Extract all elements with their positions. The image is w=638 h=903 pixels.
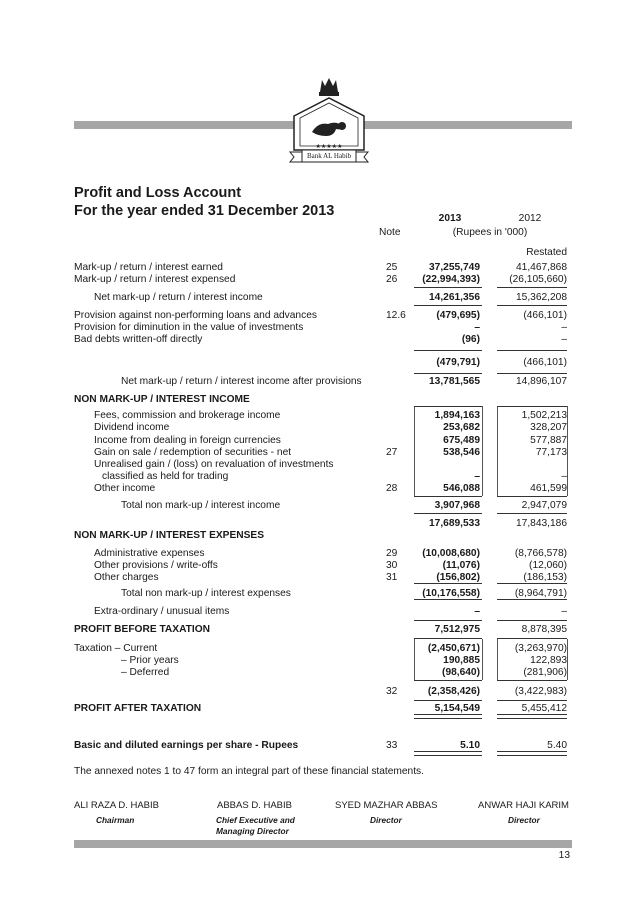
row-label: PROFIT BEFORE TAXATION <box>74 624 211 635</box>
signatory-name: ANWAR HAJI KARIM <box>478 800 569 811</box>
rule <box>497 599 567 600</box>
rule <box>497 620 567 621</box>
rule <box>414 496 482 497</box>
box-left <box>414 406 415 496</box>
row-value-2012: 328,207 <box>530 422 567 433</box>
row-value-2012: 8,878,395 <box>521 624 567 635</box>
rule <box>497 638 567 639</box>
row-value-2012: 1,502,213 <box>521 410 567 421</box>
double-rule <box>414 751 482 756</box>
row-label: Total non mark-up / interest income <box>121 500 281 511</box>
row-note: 27 <box>386 447 398 458</box>
double-rule <box>414 714 482 719</box>
rule <box>414 305 482 306</box>
rule <box>414 513 482 514</box>
row-note: 25 <box>386 262 398 273</box>
row-label: Mark-up / return / interest expensed <box>74 274 236 285</box>
page-title: Profit and Loss Account <box>74 185 242 201</box>
rule <box>414 373 482 374</box>
rule <box>497 513 567 514</box>
page-number: 13 <box>558 850 570 861</box>
row-label: Net mark-up / return / interest income <box>94 292 263 303</box>
row-value-2013: (11,076) <box>442 560 480 571</box>
row-label: Net mark-up / return / interest income after provisions <box>121 376 362 387</box>
row-value-2013: (22,994,393) <box>422 274 480 285</box>
footer-bar <box>74 840 572 848</box>
row-value-2012: 2,947,079 <box>521 500 567 511</box>
rule <box>414 287 482 288</box>
box-left <box>497 639 498 680</box>
logo-text: Bank AL Habib <box>306 152 352 160</box>
signatory-name: ABBAS D. HABIB <box>217 800 292 811</box>
row-value-2013: 7,512,975 <box>434 624 480 635</box>
row-value-2013: (2,358,426) <box>427 686 480 697</box>
signatory-title: Chief Executive and Managing Director <box>216 815 295 836</box>
row-value-2012: (186,153) <box>523 572 567 583</box>
box-right <box>482 639 483 680</box>
row-note: 33 <box>386 740 398 751</box>
rule <box>497 350 567 351</box>
row-label: Provision for diminution in the value of investments <box>74 322 304 333</box>
row-value-2013: 17,689,533 <box>429 518 480 529</box>
row-value-2013: 37,255,749 <box>429 262 480 273</box>
rule <box>414 680 482 681</box>
row-value-2013: 1,894,163 <box>434 410 480 421</box>
header-bar-left <box>74 121 300 129</box>
row-label: Other income <box>94 483 156 494</box>
row-value-2012: (3,422,983) <box>514 686 567 697</box>
rule <box>497 406 567 407</box>
rule <box>414 583 482 584</box>
signatory-title: Chairman <box>96 815 135 825</box>
row-note: 30 <box>386 560 398 571</box>
row-value-2012: 461,599 <box>530 483 567 494</box>
row-value-2013: 5,154,549 <box>434 703 480 714</box>
row-note: 26 <box>386 274 398 285</box>
row-note: 32 <box>386 686 398 697</box>
rule <box>414 700 482 701</box>
rule <box>497 305 567 306</box>
row-value-2013: (479,695) <box>436 310 480 321</box>
row-label: PROFIT AFTER TAXATION <box>74 703 202 714</box>
signatory-title: Director <box>370 815 402 825</box>
row-value-2012: 17,843,186 <box>516 518 567 529</box>
row-value-2013: 546,088 <box>443 483 480 494</box>
row-value-2012: 77,173 <box>535 447 567 458</box>
row-value-2013: (10,008,680) <box>422 548 480 559</box>
row-label: – Prior years <box>121 655 179 666</box>
row-value-2013: 190,885 <box>443 655 480 666</box>
row-value-2013: (2,450,671) <box>427 643 480 654</box>
col-year-2012: 2012 <box>518 213 542 224</box>
header-bar-right <box>362 121 572 129</box>
row-value-2013: 3,907,968 <box>434 500 480 511</box>
rule <box>414 620 482 621</box>
box-right <box>567 406 568 496</box>
col-note: Note <box>379 227 401 238</box>
page-subtitle: For the year ended 31 December 2013 <box>74 203 335 219</box>
row-value-2012: 5,455,412 <box>521 703 567 714</box>
row-value-2013: (96) <box>461 334 480 345</box>
col-restated: Restated <box>526 247 567 258</box>
row-value-2012: – <box>561 334 567 345</box>
rule <box>497 583 567 584</box>
col-units: (Rupees in '000) <box>452 227 528 238</box>
row-label: NON MARK-UP / INTEREST EXPENSES <box>74 530 265 541</box>
row-label: Taxation – Current <box>74 643 158 654</box>
row-value-2013: 253,682 <box>443 422 480 433</box>
row-value-2012: 5.40 <box>547 740 567 751</box>
row-label: Dividend income <box>94 422 170 433</box>
rule <box>497 680 567 681</box>
rule <box>497 700 567 701</box>
box-left <box>497 406 498 496</box>
row-value-2012: (12,060) <box>529 560 567 571</box>
row-note: 31 <box>386 572 398 583</box>
row-label: Unrealised gain / (loss) on revaluation of investments <box>94 459 334 470</box>
row-label: Income from dealing in foreign currencies <box>94 435 281 446</box>
signatory-name: ALI RAZA D. HABIB <box>74 800 159 811</box>
row-value-2012: (281,906) <box>523 667 567 678</box>
col-year-2013: 2013 <box>438 213 462 224</box>
row-label: Mark-up / return / interest earned <box>74 262 223 273</box>
row-value-2012: (8,766,578) <box>514 548 567 559</box>
logo-stars: ★★★★★ <box>315 144 343 150</box>
row-label: Bad debts written-off directly <box>74 334 203 345</box>
signatory-name: SYED MAZHAR ABBAS <box>335 800 438 811</box>
row-value-2012: – <box>561 471 567 482</box>
rule <box>414 406 482 407</box>
row-value-2012: 41,467,868 <box>516 262 567 273</box>
row-value-2012: (466,101) <box>523 357 567 368</box>
row-value-2012: – <box>561 606 567 617</box>
row-value-2013: 5.10 <box>460 740 480 751</box>
row-note: 28 <box>386 483 398 494</box>
rule <box>497 287 567 288</box>
row-label: – Deferred <box>121 667 170 678</box>
row-label: Fees, commission and brokerage income <box>94 410 281 421</box>
rule <box>414 638 482 639</box>
row-value-2012: (3,263,970) <box>514 643 567 654</box>
row-label: Provision against non-performing loans and advances <box>74 310 317 321</box>
row-value-2013: (156,802) <box>436 572 480 583</box>
row-value-2012: 14,896,107 <box>516 376 567 387</box>
row-value-2012: (26,105,660) <box>509 274 567 285</box>
row-label: Administrative expenses <box>94 548 205 559</box>
row-value-2012: 15,362,208 <box>516 292 567 303</box>
row-value-2013: – <box>474 322 480 333</box>
row-value-2013: 538,546 <box>443 447 480 458</box>
row-label: Other provisions / write-offs <box>94 560 218 571</box>
row-value-2012: (8,964,791) <box>514 588 567 599</box>
footnote: The annexed notes 1 to 47 form an integral part of these financial statements. <box>74 766 424 777</box>
double-rule <box>497 751 567 756</box>
row-value-2012: (466,101) <box>523 310 567 321</box>
row-note: 12.6 <box>386 310 406 321</box>
box-right <box>567 639 568 680</box>
row-value-2012: – <box>561 322 567 333</box>
row-value-2013: – <box>474 471 480 482</box>
rule <box>497 373 567 374</box>
box-right <box>482 406 483 496</box>
signatory-title: Director <box>508 815 540 825</box>
row-note: 29 <box>386 548 398 559</box>
bank-logo <box>284 72 374 168</box>
row-label: Total non mark-up / interest expenses <box>121 588 291 599</box>
row-value-2013: 675,489 <box>443 435 480 446</box>
row-label: Other charges <box>94 572 159 583</box>
rule <box>414 599 482 600</box>
row-value-2013: 13,781,565 <box>429 376 480 387</box>
row-label: NON MARK-UP / INTEREST INCOME <box>74 394 250 405</box>
row-value-2013: (98,640) <box>442 667 480 678</box>
row-label: Basic and diluted earnings per share - Rupees <box>74 740 299 751</box>
row-label: Extra-ordinary / unusual items <box>94 606 230 617</box>
box-left <box>414 639 415 680</box>
double-rule <box>497 714 567 719</box>
row-value-2013: – <box>474 606 480 617</box>
row-value-2013: (479,791) <box>436 357 480 368</box>
row-value-2012: 122,893 <box>530 655 567 666</box>
row-label: classified as held for trading <box>102 471 229 482</box>
row-value-2013: 14,261,356 <box>429 292 480 303</box>
rule <box>414 350 482 351</box>
rule <box>497 496 567 497</box>
row-value-2013: (10,176,558) <box>422 588 480 599</box>
row-value-2012: 577,887 <box>530 435 567 446</box>
row-label: Gain on sale / redemption of securities - net <box>94 447 292 458</box>
